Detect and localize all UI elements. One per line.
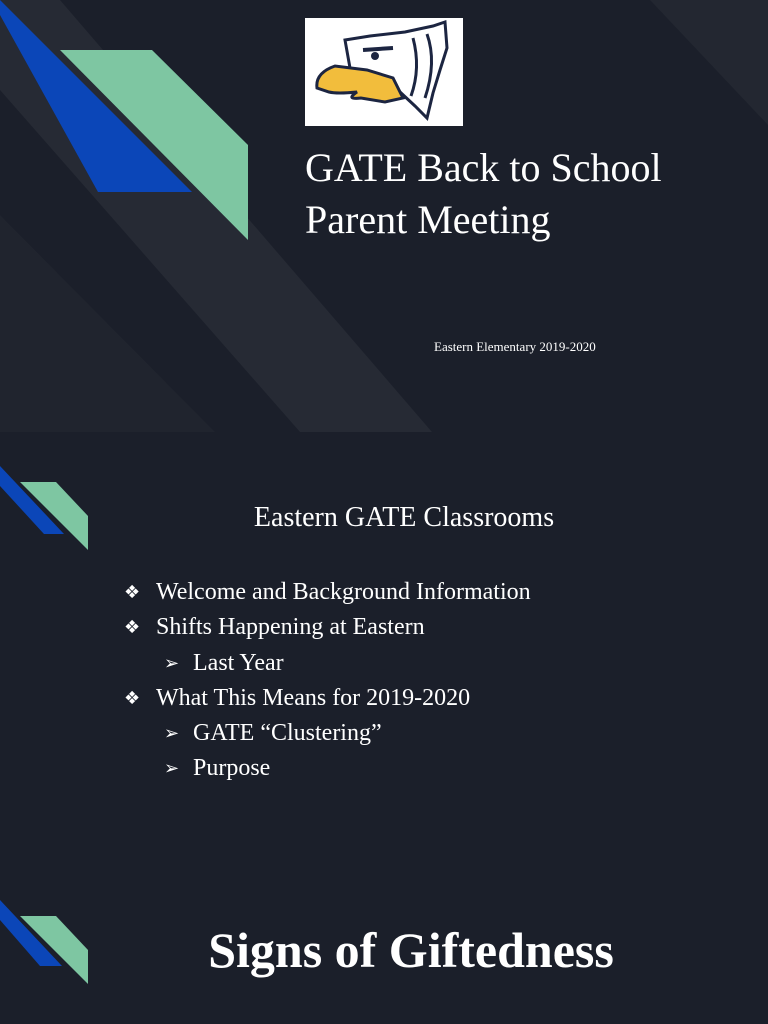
- slide-title-line2: Parent Meeting: [305, 197, 551, 242]
- list-item-text: What This Means for 2019-2020: [156, 684, 471, 711]
- list-item-text: Last Year: [193, 649, 284, 676]
- list-item: [124, 646, 531, 681]
- list-item: [124, 751, 531, 786]
- list-item-text: Welcome and Background Information: [156, 579, 531, 605]
- arrow-bullet-icon: ➢: [164, 652, 180, 674]
- agenda-slide: [0, 448, 768, 868]
- list-item-text: Shifts Happening at Eastern: [156, 614, 425, 641]
- slide-heading: Signs of Giftedness: [208, 922, 614, 978]
- bullet-list: [124, 575, 531, 787]
- list-item: [124, 610, 531, 645]
- diamond-bullet-icon: ❖: [124, 617, 141, 639]
- list-item-text: GATE “Clustering”: [193, 720, 382, 747]
- diamond-bullet-icon: ❖: [124, 582, 141, 603]
- slide-subtitle: Eastern Elementary 2019-2020: [434, 339, 596, 354]
- list-item: [124, 575, 531, 610]
- school-logo: [305, 18, 463, 126]
- arrow-bullet-icon: ➢: [164, 758, 180, 780]
- slide-title: [305, 142, 745, 246]
- list-item-text: Purpose: [193, 755, 271, 782]
- slide-title-line1: GATE Back to School: [305, 145, 662, 190]
- eagle-head-icon: [305, 18, 463, 126]
- list-item: [124, 681, 531, 716]
- list-item: [124, 716, 531, 751]
- title-slide: [0, 0, 768, 432]
- diamond-bullet-icon: ❖: [124, 687, 141, 709]
- slide-heading: Eastern GATE Classrooms: [253, 502, 555, 533]
- arrow-bullet-icon: ➢: [164, 723, 180, 745]
- section-slide: [0, 882, 768, 1024]
